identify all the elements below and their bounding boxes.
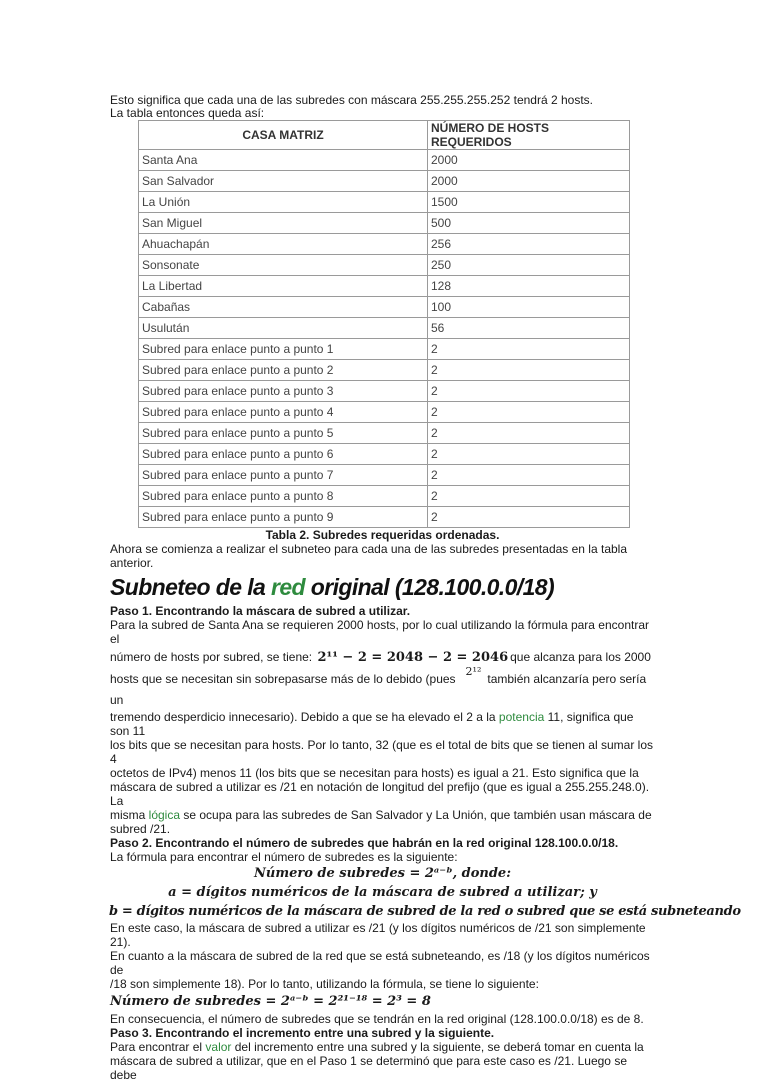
step-2-line-5: En consecuencia, el número de subredes que se tendrán en la red original (128.100.0.0/18) es de 8. <box>110 1012 644 1026</box>
table-cell: San Salvador <box>139 171 428 192</box>
step-1-title: Paso 1. Encontrando la máscara de subred a utilizar. <box>110 604 411 618</box>
step-1-line-9: subred /21. <box>110 822 171 836</box>
table-row <box>139 465 630 486</box>
table-cell: Santa Ana <box>139 150 428 171</box>
valor-link[interactable]: valor <box>205 1040 232 1054</box>
table-cell: 256 <box>428 234 630 255</box>
potencia-link[interactable]: potencia <box>498 710 545 724</box>
table-cell: 100 <box>428 297 630 318</box>
formula-subnets-result: Número de subredes = 2ᵃ⁻ᵇ = 2²¹⁻¹⁸ = 2³ = 8 <box>110 994 431 1009</box>
step-1-line-2 <box>110 646 655 669</box>
table-cell: 2 <box>428 381 630 402</box>
table-row <box>139 213 630 234</box>
table-cell: Usulután <box>139 318 428 339</box>
table-cell: 1500 <box>428 192 630 213</box>
table-cell: San Miguel <box>139 213 428 234</box>
table-cell: Subred para enlace punto a punto 7 <box>139 465 428 486</box>
table-cell: Cabañas <box>139 297 428 318</box>
step-1-line-6: octetos de IPv4) menos 11 (los bits que se necesitan para hosts) es igual a 21. Esto significa que la <box>110 766 639 780</box>
table-cell: 2 <box>428 339 630 360</box>
table-cell: 2 <box>428 465 630 486</box>
table-cell: 2000 <box>428 150 630 171</box>
step-1-line-8-post: se ocupa para las subredes de San Salvador y La Unión, que también usan máscara de <box>180 808 652 822</box>
heading-part-2: original (128.100.0.0/18) <box>304 574 555 600</box>
table-cell: 2 <box>428 360 630 381</box>
table-cell: Subred para enlace punto a punto 6 <box>139 444 428 465</box>
table-row <box>139 402 630 423</box>
table-row <box>139 318 630 339</box>
table-cell: 56 <box>428 318 630 339</box>
table-row <box>139 444 630 465</box>
table-cell: 500 <box>428 213 630 234</box>
table-cell: Subred para enlace punto a punto 3 <box>139 381 428 402</box>
step-2-line-2: En este caso, la máscara de subred a utilizar es /21 (y los dígitos numéricos de /21 son simplemente 21). <box>110 921 646 949</box>
table-cell: 2 <box>428 486 630 507</box>
step-3-line-1-post: del incremento entre una subred y la siguiente, se deberá tomar en cuenta la <box>231 1040 644 1054</box>
power-value: 2¹² <box>465 665 482 678</box>
step-3-title: Paso 3. Encontrando el incremento entre una subred y la siguiente. <box>110 1026 495 1040</box>
table-row <box>139 507 630 528</box>
hosts-table <box>138 120 630 528</box>
table-row <box>139 171 630 192</box>
table-cell: La Unión <box>139 192 428 213</box>
step-1-line-4-post: 11, significa que son 11 <box>110 710 634 738</box>
after-table-text: Ahora se comienza a realizar el subneteo para cada una de las subredes presentadas en la tabla anterior. <box>110 542 628 570</box>
table-caption: Tabla 2. Subredes requeridas ordenadas. <box>265 528 500 542</box>
step-1-line-1: Para la subred de Santa Ana se requieren 2000 hosts, por lo cual utilizando la fórmula para encontrar el <box>110 618 650 646</box>
table-cell: 2000 <box>428 171 630 192</box>
table-cell: 2 <box>428 402 630 423</box>
formula-a-definition: a = dígitos numéricos de la máscara de subred a utilizar; y <box>168 885 597 900</box>
step-2-line-3: En cuanto a la máscara de subred de la red que se está subneteando, es /18 (y los dígitos numéricos de <box>110 949 650 977</box>
step-1-line-3-post: también alcanzaría pero sería un <box>110 672 647 707</box>
table-row <box>139 276 630 297</box>
step-3-line-1-pre: Para encontrar el <box>110 1040 206 1054</box>
step-1-line-2-post: que alcanza para los 2000 <box>510 650 651 664</box>
table-row <box>139 192 630 213</box>
table-row <box>139 297 630 318</box>
step-1-line-7: máscara de subred a utilizar es /21 en notación de longitud del prefijo (que es igual a 255.255.248.0). La <box>110 780 650 808</box>
step-1-line-3-pre: hosts que se necesitan sin sobrepasarse más de lo debido (pues <box>110 672 456 686</box>
table-cell: Sonsonate <box>139 255 428 276</box>
step-2-title: Paso 2. Encontrando el número de subredes que habrán en la red original 128.100.0.0/18. <box>110 836 619 850</box>
hosts-equation: 2¹¹ − 2 = 2048 − 2 = 2046 <box>317 650 509 665</box>
formula-subnets: Número de subredes = 2ᵃ⁻ᵇ, donde: <box>253 866 512 881</box>
table-row <box>139 423 630 444</box>
document-page <box>109 93 741 1082</box>
formula-b-definition: b = dígitos numéricos de la máscara de subred de la red o subred que se está subneteando <box>109 904 741 919</box>
step-1-line-3 <box>110 665 655 710</box>
intro-line-1: Esto significa que cada una de las subredes con máscara 255.255.255.252 tendrá 2 hosts. <box>110 93 593 107</box>
table-row <box>139 486 630 507</box>
table-header-row <box>139 121 630 150</box>
table-cell: Subred para enlace punto a punto 5 <box>139 423 428 444</box>
heading-part-1: Subneteo de la <box>110 574 271 600</box>
step-1-line-8-pre: misma <box>110 808 149 822</box>
column-header-casa-matriz: CASA MATRIZ <box>139 121 428 150</box>
step-1-line-5: los bits que se necesitan para hosts. Por lo tanto, 32 (que es el total de bits que se tienen al sumar los 4 <box>110 738 653 766</box>
table-cell: 128 <box>428 276 630 297</box>
step-2-line-1: La fórmula para encontrar el número de subredes es la siguiente: <box>110 850 458 864</box>
table-row <box>139 255 630 276</box>
table-row <box>139 381 630 402</box>
table-row <box>139 339 630 360</box>
step-3-line-2: máscara de subred a utilizar, que en el Paso 1 se determinó que para este caso es /21. Luego se debe <box>110 1054 627 1082</box>
red-link[interactable]: red <box>270 574 305 600</box>
step-1-line-4-pre: tremendo desperdicio innecesario). Debido a que se ha elevado el 2 a la <box>110 710 499 724</box>
table-row <box>139 360 630 381</box>
column-header-hosts: NÚMERO DE HOSTS REQUERIDOS <box>428 121 630 150</box>
table-cell: 2 <box>428 507 630 528</box>
section-heading <box>110 570 655 604</box>
step-1-line-2-pre: número de hosts por subred, se tiene: <box>110 650 316 664</box>
table-row <box>139 150 630 171</box>
table-cell: Subred para enlace punto a punto 1 <box>139 339 428 360</box>
table-cell: Subred para enlace punto a punto 9 <box>139 507 428 528</box>
step-2-line-4: /18 son simplemente 18). Por lo tanto, utilizando la fórmula, se tiene lo siguiente: <box>110 977 539 991</box>
step-1-line-8 <box>110 808 655 822</box>
table-cell: 2 <box>428 444 630 465</box>
table-cell: 250 <box>428 255 630 276</box>
step-3-line-1 <box>110 1040 655 1054</box>
table-row <box>139 234 630 255</box>
step-1-line-4 <box>110 710 655 738</box>
table-cell: 2 <box>428 423 630 444</box>
table-cell: La Libertad <box>139 276 428 297</box>
table-cell: Subred para enlace punto a punto 2 <box>139 360 428 381</box>
intro-line-2: La tabla entonces queda así: <box>110 106 265 120</box>
table-cell: Subred para enlace punto a punto 4 <box>139 402 428 423</box>
table-cell: Ahuachapán <box>139 234 428 255</box>
table-cell: Subred para enlace punto a punto 8 <box>139 486 428 507</box>
logica-link[interactable]: lógica <box>148 808 181 822</box>
